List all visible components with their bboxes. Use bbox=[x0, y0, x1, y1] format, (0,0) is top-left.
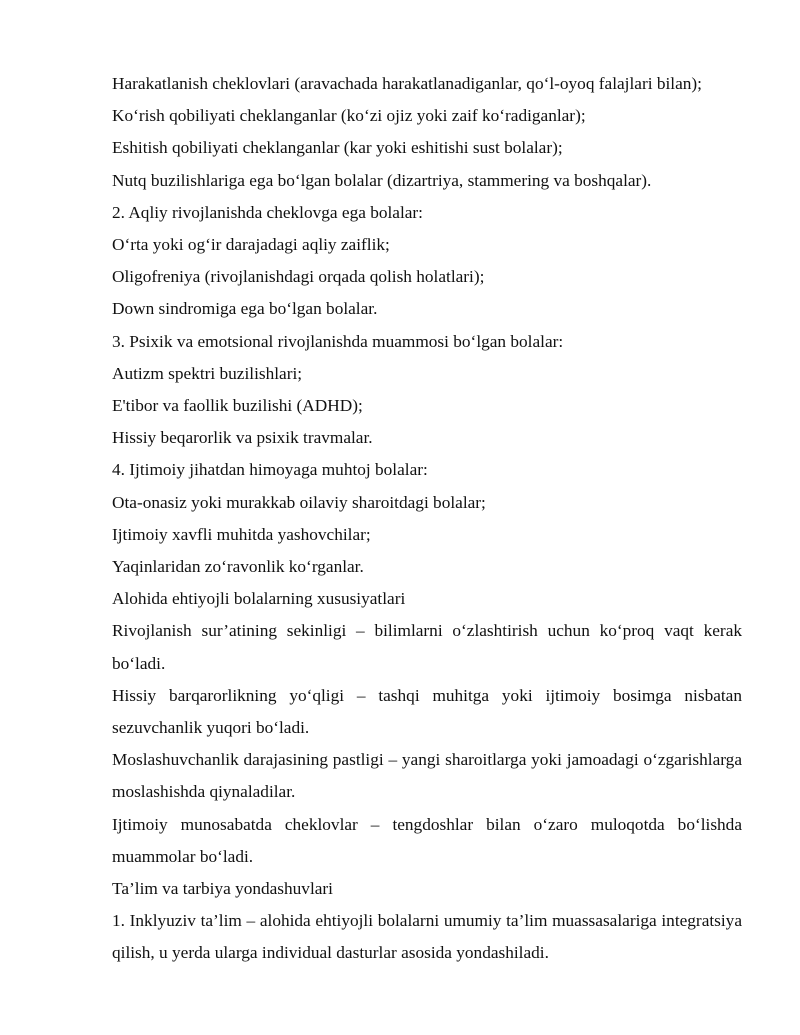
list-item-oligophrenia: Oligofreniya (rivojlanishdagi orqada qolish holatlari); bbox=[112, 267, 485, 287]
section-heading-social: 4. Ijtimoiy jihatdan himoyaga muhtoj bolalar: bbox=[112, 460, 428, 480]
list-item-speech: Nutq buzilishlariga ega bo‘lgan bolalar (dizartriya, stammering va boshqalar). bbox=[112, 170, 652, 190]
section-heading-psychic: 3. Psixik va emotsional rivojlanishda muammosi bo‘lgan bolalar: bbox=[112, 331, 564, 351]
list-item-down-syndrome: Down sindromiga ega bo‘lgan bolalar. bbox=[112, 299, 378, 319]
paragraph-emotional-instability: Hissiy barqarorlikning yo‘qligi – tashqi muhitga yoki ijtimoiy bosimga nisbatan sezuvchanlik yuqori bo‘ladi. bbox=[112, 685, 742, 738]
list-item-intellectual: O‘rta yoki og‘ir darajadagi aqliy zaiflik; bbox=[112, 235, 390, 255]
paragraph-social-limits: Ijtimoiy munosabatda cheklovlar – tengdoshlar bilan o‘zaro muloqotda bo‘lishda muammolar bo‘ladi. bbox=[112, 814, 742, 866]
section-heading-features: Alohida ehtiyojli bolalarning xususiyatlari bbox=[112, 589, 406, 609]
list-item-vision: Ko‘rish qobiliyati cheklanganlar (ko‘zi ojiz yoki zaif ko‘radiganlar); bbox=[112, 106, 586, 126]
list-item-violence: Yaqinlaridan zo‘ravonlik ko‘rganlar. bbox=[112, 557, 364, 577]
document-page bbox=[112, 68, 742, 970]
list-item-emotional: Hissiy beqarorlik va psixik travmalar. bbox=[112, 428, 373, 448]
list-item-autism: Autizm spektri buzilishlari; bbox=[112, 363, 303, 383]
list-item-hearing: Eshitish qobiliyati cheklanganlar (kar yoki eshitishi sust bolalar); bbox=[112, 138, 563, 158]
paragraph-slow-development: Rivojlanish sur’atining sekinligi – bilimlarni o‘zlashtirish uchun ko‘proq vaqt kerak bo‘ladi. bbox=[112, 621, 742, 673]
list-item-orphans: Ota-onasiz yoki murakkab oilaviy sharoitdagi bolalar; bbox=[112, 492, 486, 512]
paragraph-adaptation: Moslashuvchanlik darajasining pastligi – yangi sharoitlarga yoki jamoadagi o‘zgarishlarga moslashishda qiynaladilar. bbox=[112, 750, 742, 802]
list-item-risk-environment: Ijtimoiy xavfli muhitda yashovchilar; bbox=[112, 524, 371, 544]
section-heading-approaches: Ta’lim va tarbiya yondashuvlari bbox=[112, 879, 333, 899]
list-item-adhd: E'tibor va faollik buzilishi (ADHD); bbox=[112, 396, 363, 416]
list-item-mobility: Harakatlanish cheklovlari (aravachada harakatlanadiganlar, qo‘l-oyoq falajlari bilan); bbox=[112, 74, 702, 93]
paragraph-inclusive-education: 1. Inklyuziv ta’lim – alohida ehtiyojli bolalarni umumiy ta’lim muassasalariga integratsiya qilish, u yerda ularga individual dasturlar asosida yondashiladi. bbox=[112, 911, 742, 963]
section-heading-mental: 2. Aqliy rivojlanishda cheklovga ega bolalar: bbox=[112, 202, 423, 222]
